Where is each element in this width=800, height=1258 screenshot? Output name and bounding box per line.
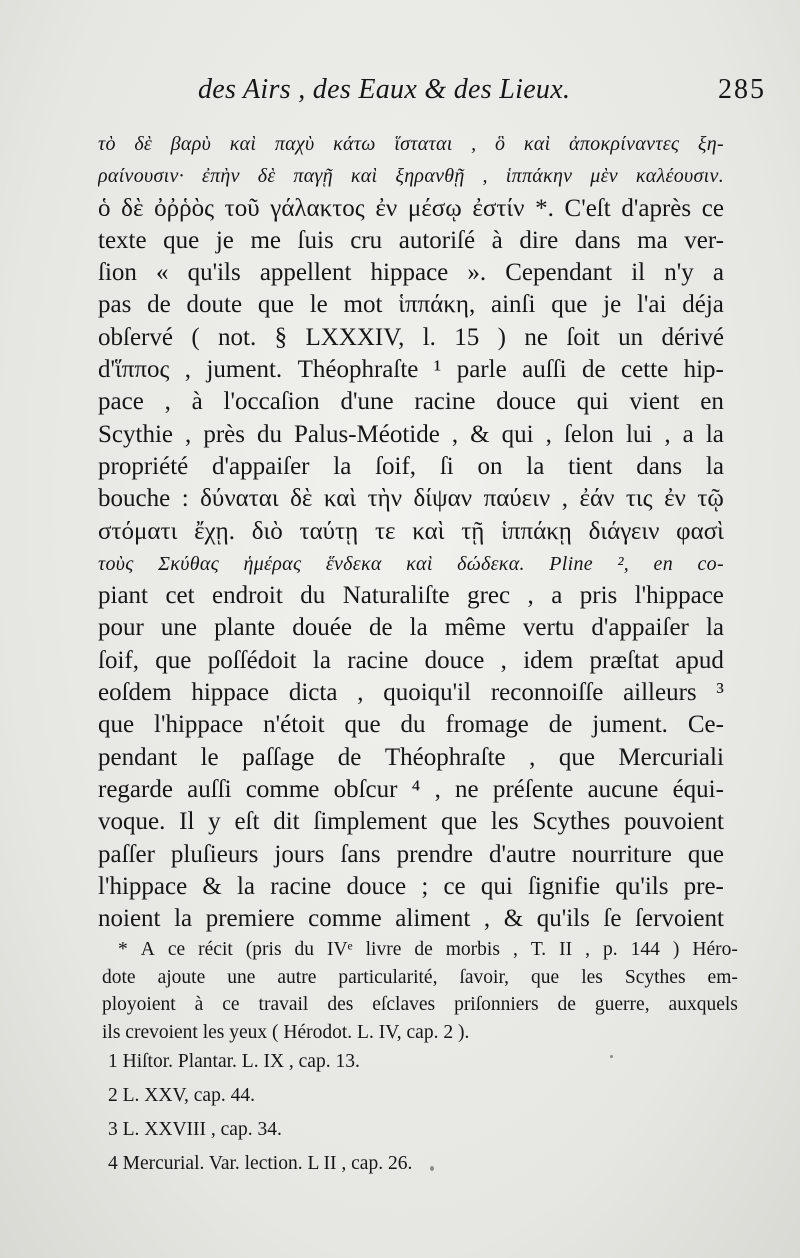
reference-3: 3 L. XXVIII , cap. 34. (108, 1119, 282, 1140)
text-line-23: paſſer pluſieurs jours ſans prendre d'autre nourriture que (98, 840, 724, 868)
text-line-21: regarde auſſi comme obſcur ⁴ , ne préſente aucune équi- (98, 775, 724, 803)
footnote-line-2: dote ajoute une autre particularité, ſavoir, que les Scythes em- (102, 966, 738, 988)
text-line-11: propriété d'appaiſer la ſoif, ſi on la tient dans la (98, 452, 724, 480)
text-line-12: bouche : δύναται δὲ καὶ τὴν δίψαν παύειν , ἐάν τις ἐν τῷ (98, 485, 724, 513)
text-line-1: τὸ δὲ βαρὺ καὶ παχὺ κάτω ἵσταται , ὃ καὶ ἀποκρίναντες ξη- (98, 133, 724, 155)
text-line-18: eoſdem hippace dicta , quoiqu'il reconnoiſſe ailleurs ³ (98, 679, 724, 707)
paper-speck (430, 1166, 434, 1171)
footnote-star (102, 936, 738, 1046)
text-line-19: que l'hippace n'étoit que du fromage de jument. Ce- (98, 711, 724, 739)
text-line-8: d'ἵππος , jument. Théophraſte ¹ parle auſſi de cette hip- (98, 356, 724, 384)
text-line-3: ὁ δὲ ὀῤῥὸς τοῦ γάλακτος ἐν μέσῳ ἐστίν *. C'eſt d'après ce (98, 194, 724, 222)
reference-1: 1 Hiſtor. Plantar. L. IX , cap. 13. (108, 1051, 360, 1072)
running-title: des Airs , des Eaux & des Lieux. (198, 74, 571, 105)
footnote-references (108, 1045, 608, 1181)
text-line-13: στόματι ἔχῃ. διὸ ταύτῃ τε καὶ τῇ ἱππάκῃ διάγειν φασὶ (98, 517, 724, 545)
page-number: 285 (718, 74, 766, 105)
reference-2: 2 L. XXV, cap. 44. (108, 1085, 255, 1106)
footnote-line-4: ils crevoient les yeux ( Hérodot. L. IV, cap. 2 ). (102, 1021, 470, 1043)
text-line-2: ραίνουσιν· ἐπὴν δὲ παγῇ καὶ ξηρανθῇ , ἱππάκην μὲν καλέουσιν. (98, 165, 724, 188)
text-line-22: voque. Il y eſt dit ſimplement que les Scythes pouvoient (98, 808, 724, 836)
text-line-25: noient la premiere comme aliment , & qu'ils ſe ſervoient (98, 905, 724, 933)
text-line-17: ſoif, que poſſédoit la racine douce , idem præſtat apud (98, 646, 724, 674)
text-line-24: l'hippace & la racine douce ; ce qui ſignifie qu'ils pre- (98, 872, 724, 900)
main-text (98, 128, 724, 935)
footnote-line-3: ployoient à ce travail des eſclaves priſonniers de guerre, auxquels (102, 994, 738, 1015)
text-line-10: Scythie , près du Palus-Méotide , & qui , ſelon lui , a la (98, 420, 724, 448)
text-line-14: τοὺς Σκύθας ἡμέρας ἕνδεκα καὶ δώδεκα. Pline ², en co- (98, 552, 724, 575)
text-line-7: obſervé ( not. § LXXXIV, l. 15 ) ne ſoit un dérivé (98, 323, 724, 351)
paper-speck (610, 1055, 613, 1058)
text-line-6: pas de doute que le mot ἱππάκη, ainſi que je l'ai déja (98, 291, 724, 319)
page-header (198, 74, 766, 118)
text-line-16: pour une plante douée de la même vertu d'appaiſer la (98, 614, 724, 642)
footnote-line-1: * A ce récit (pris du IVᵉ livre de morbis , T. II , p. 144 ) Héro- (118, 939, 738, 960)
text-line-20: pendant le paſſage de Théophraſte , que Mercuriali (98, 743, 724, 771)
text-line-4: texte que je me ſuis cru autoriſé à dire dans ma ver- (98, 226, 724, 254)
reference-4: 4 Mercurial. Var. lection. L II , cap. 26. (108, 1153, 413, 1174)
text-line-5: ſion « qu'ils appellent hippace ». Cependant il n'y a (98, 259, 724, 287)
text-line-15: piant cet endroit du Naturaliſte grec , a pris l'hippace (98, 582, 724, 610)
text-line-9: pace , à l'occaſion d'une racine douce qui vient en (98, 388, 724, 416)
